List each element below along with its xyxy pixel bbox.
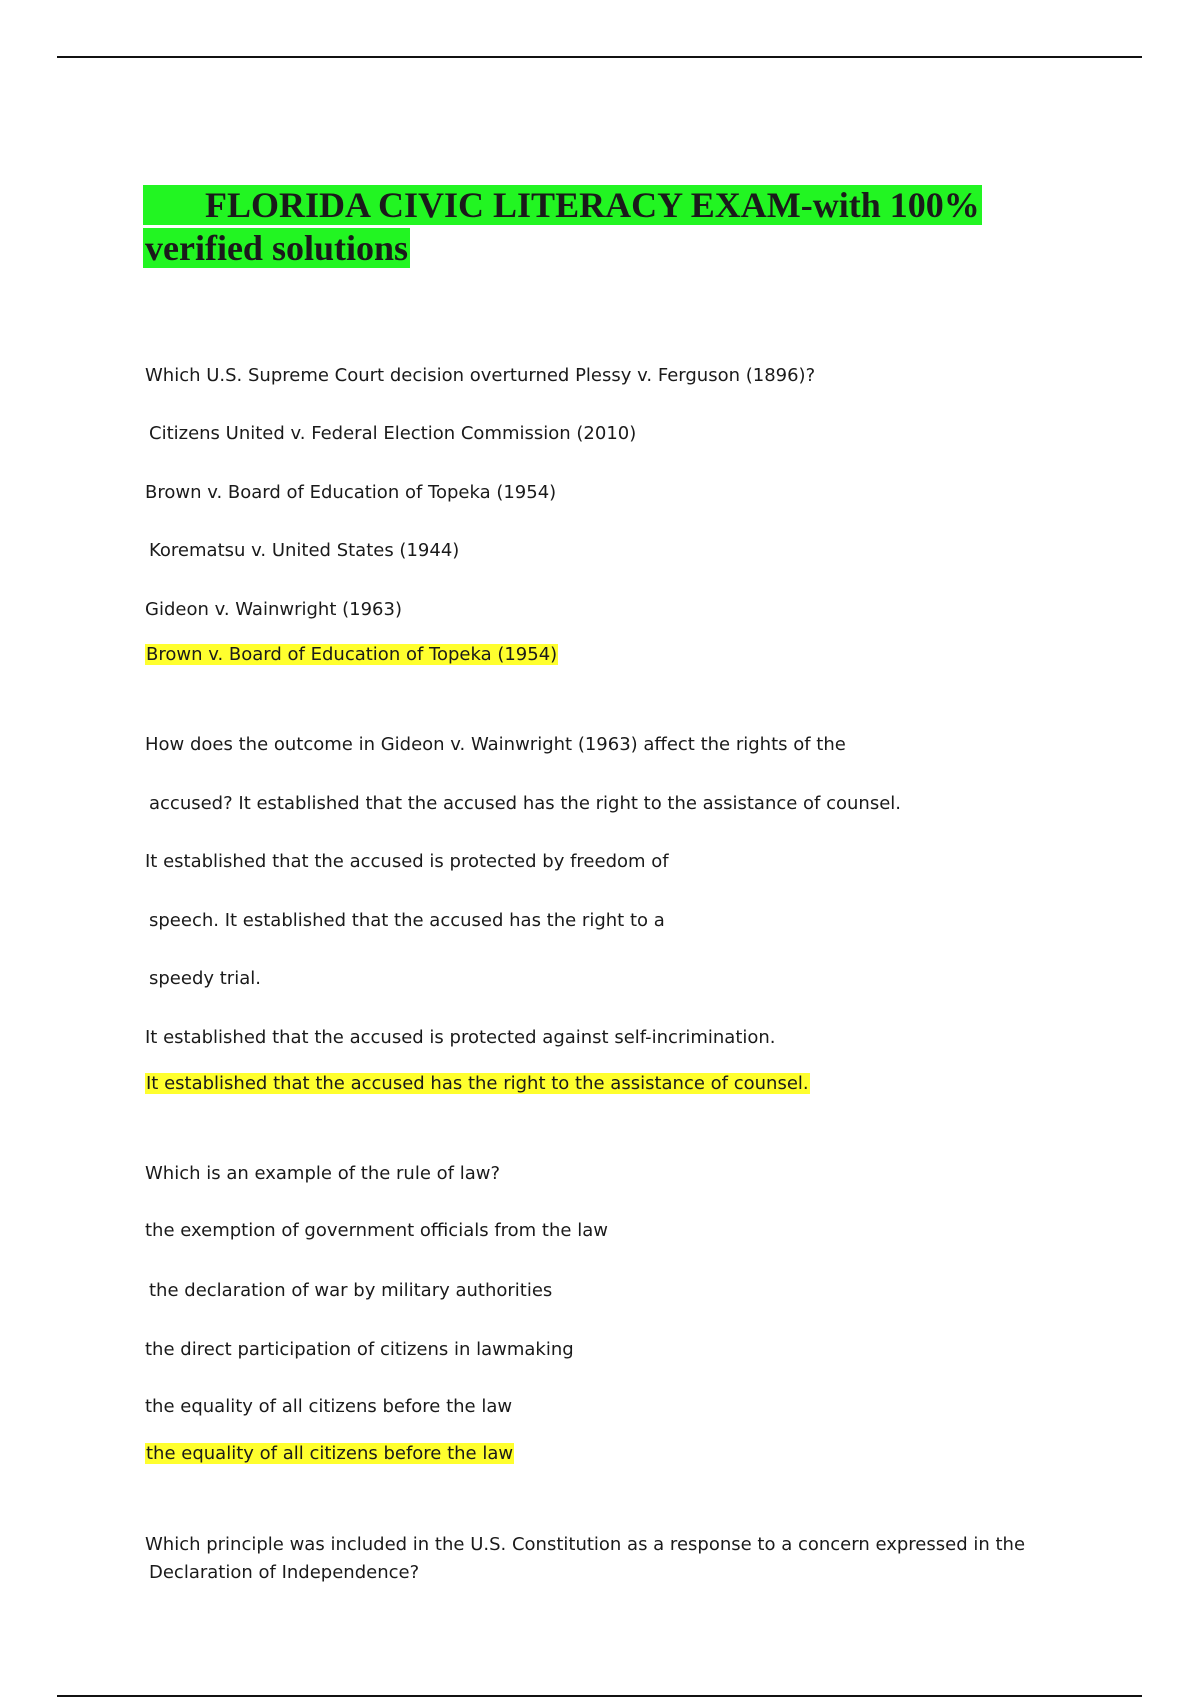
- question-2-line-5: speedy trial.: [149, 968, 261, 989]
- question-1-answer: [145, 644, 558, 666]
- question-2-line-2: accused? It established that the accused has the right to the assistance of counsel.: [149, 793, 902, 814]
- question-1-option-3: Korematsu v. United States (1944): [149, 540, 460, 561]
- question-1-option-4: Gideon v. Wainwright (1963): [145, 599, 402, 620]
- document-title-highlight: [143, 185, 982, 268]
- question-2-line-3: It established that the accused is protected by freedom of: [145, 851, 669, 872]
- question-1-option-2: Brown v. Board of Education of Topeka (1954): [145, 482, 557, 503]
- question-3-option-2: the declaration of war by military authorities: [149, 1280, 553, 1301]
- question-3-option-3: the direct participation of citizens in lawmaking: [145, 1339, 574, 1360]
- document-title-text: FLORIDA CIVIC LITERACY EXAM-with 100% verified solutions: [145, 185, 980, 268]
- question-1-answer-text: Brown v. Board of Education of Topeka (1954): [146, 644, 558, 665]
- question-1-option-1: Citizens United v. Federal Election Commission (2010): [149, 423, 637, 444]
- question-3-answer: [145, 1443, 514, 1465]
- question-3-text: Which is an example of the rule of law?: [145, 1163, 501, 1184]
- question-4-text: [145, 1531, 1045, 1587]
- question-3-option-4: the equality of all citizens before the law: [145, 1396, 513, 1417]
- question-2-answer: [145, 1073, 810, 1095]
- question-2-answer-text: It established that the accused has the right to the assistance of counsel.: [146, 1073, 809, 1094]
- document-title: [143, 184, 1013, 270]
- question-2-line-6: It established that the accused is protected against self-incrimination.: [145, 1027, 776, 1048]
- question-4-line-1: Which principle was included in the U.S. Constitution as a response to a concern expressed in the: [145, 1534, 1026, 1555]
- question-3-answer-text: the equality of all citizens before the law: [146, 1443, 514, 1464]
- question-4-line-2: Declaration of Independence?: [149, 1562, 420, 1583]
- question-2-line-4: speech. It established that the accused has the right to a: [149, 910, 665, 931]
- question-1-text: Which U.S. Supreme Court decision overturned Plessy v. Ferguson (1896)?: [145, 365, 816, 386]
- top-rule: [57, 56, 1142, 58]
- question-3-option-1: the exemption of government officials from the law: [145, 1220, 608, 1241]
- bottom-rule: [57, 1695, 1142, 1697]
- question-2-line-1: How does the outcome in Gideon v. Wainwright (1963) affect the rights of the: [145, 734, 846, 755]
